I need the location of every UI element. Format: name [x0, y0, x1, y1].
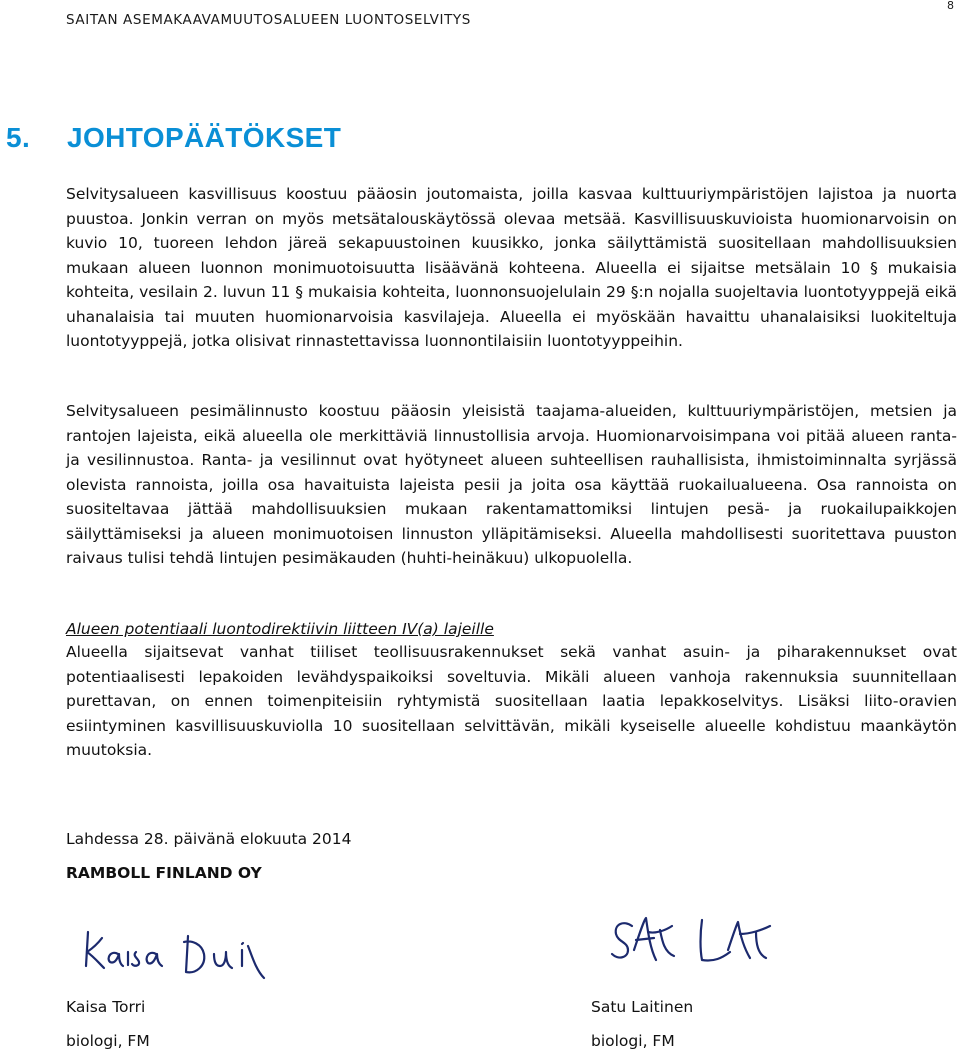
signer-title-1: biologi, FM — [66, 1032, 150, 1050]
chapter-number: 5. — [6, 122, 31, 153]
chapter-title: JOHTOPÄÄTÖKSET — [67, 122, 342, 153]
paragraph-birds: Selvitysalueen pesimälinnusto koostuu pääosin yleisistä taajama-alueiden, kulttuuriympäristöjen, metsien ja rantojen lajeista, eikä alueella ole merkittäviä linnustollisia arvoja. Huomionarvoisimpana voi pitää alueen ranta- ja vesilinnustoa. Ranta- ja vesilinnut ovat hyötyneet alueen suhteellisen rauhallisista, ihmistoiminnalta syrjässä olevista rannoista, joilla osa havaituista lajeista pesii ja joita osa käyttää ruokailualueena. Osa rannoista on suositeltavaa jättää mahdollisuuksien mukaan rakentamattomiksi lintujen pesä- ja ruokailupaikkojen säilyttämiseksi ja alueen monimuotoisen linnuston ylläpitämiseksi. Alueella mahdollisesti suoritettava puuston raivaus tulisi tehdä lintujen pesimäkauden (huhti-heinäkuu) ulkopuolella. — [66, 402, 957, 567]
signer-name-2: Satu Laitinen — [591, 998, 694, 1016]
signature-kaisa-torri — [66, 922, 276, 986]
signature-satu-laitinen — [590, 912, 780, 976]
signer-title-2: biologi, FM — [591, 1032, 675, 1050]
page-number: 8 — [947, 0, 954, 12]
chapter-heading — [6, 122, 341, 154]
running-header: SAITAN ASEMAKAAVAMUUTOSALUEEN LUONTOSELVITYS — [66, 12, 471, 28]
subheading-habitats-directive: Alueen potentiaali luontodirektiivin liitteen IV(a) lajeille — [66, 620, 494, 638]
company-name: RAMBOLL FINLAND OY — [66, 864, 262, 882]
paragraph-bats-squirrels: Alueella sijaitsevat vanhat tiiliset teollisuusrakennukset sekä vanhat asuin- ja piharakennukset ovat potentiaalisesti lepakoiden levähdyspaikoiksi soveltuvia. Mikäli alueen vanhoja rakennuksia suunnitellaan purettavan, on ennen toimenpiteisiin ryhtymistä suositellaan laatia lepakkoselvitys. Lisäksi liito-oravien esiintyminen kasvillisuuskuviolla 10 suositellaan selvittävän, mikäli kyseiselle alueelle kohdistuu maankäytön muutoksia. — [66, 643, 957, 759]
paragraph-vegetation: Selvitysalueen kasvillisuus koostuu pääosin joutomaista, joilla kasvaa kulttuuriympäristöjen lajistoa ja nuorta puustoa. Jonkin verran on myös metsätalouskäytössä olevaa metsää. Kasvillisuuskuvioista huomionarvoisin on kuvio 10, tuoreen lehdon järeä sekapuustoinen kuusikko, jonka säilyttämistä suositellaan mahdollisuuksien mukaan alueen luonnon monimuotoisuutta lisäävänä kohteena. Alueella ei sijaitse metsälain 10 § mukaisia kohteita, vesilain 2. luvun 11 § mukaisia kohteita, luonnonsuojelulain 29 §:n nojalla suojeltavia luontotyyppejä eikä uhanalaisia tai muuten huomionarvoisia kasvilajeja. Alueella ei myöskään havaittu uhanalaisiksi luokiteltuja luontotyyppejä, jotka olisivat rinnastettavissa luonnontilaisiin luontotyyppeihin. — [66, 185, 958, 350]
signer-name-1: Kaisa Torri — [66, 998, 146, 1016]
date-line: Lahdessa 28. päivänä elokuuta 2014 — [66, 830, 352, 848]
